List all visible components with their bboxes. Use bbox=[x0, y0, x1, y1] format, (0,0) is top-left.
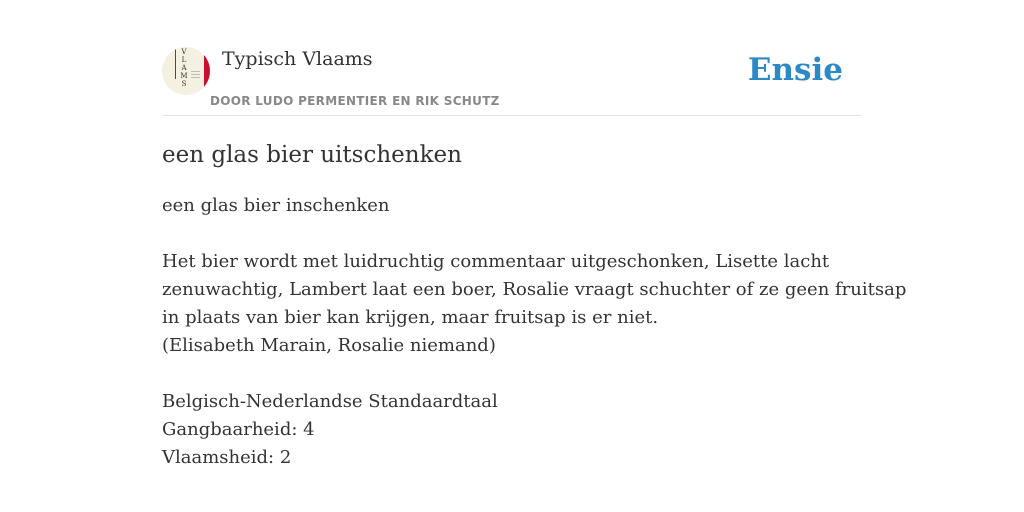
vlaamsheid: Vlaamsheid: 2 bbox=[162, 447, 292, 468]
authors-byline: DOOR LUDO PERMENTIER EN RIK SCHUTZ bbox=[210, 94, 500, 108]
logo-letters bbox=[179, 48, 189, 88]
gangbaarheid: Gangbaarheid: 4 bbox=[162, 419, 315, 440]
example-quote bbox=[162, 248, 907, 360]
entry-title: een glas bier uitschenken bbox=[162, 142, 462, 168]
site-title[interactable]: Typisch Vlaams bbox=[222, 48, 373, 70]
logo-letter: V bbox=[181, 48, 187, 56]
quote-line: Het bier wordt met luidruchtig commentaar uitgeschonken, Lisette lacht bbox=[162, 251, 830, 272]
language-variety: Belgisch-Nederlandse Standaardtaal bbox=[162, 391, 498, 412]
logo-red-bar bbox=[204, 47, 210, 95]
logo-letter: A bbox=[181, 64, 187, 72]
logo-letter: M bbox=[180, 72, 188, 80]
entry-card bbox=[162, 0, 907, 512]
ensie-logo[interactable]: Ensie bbox=[747, 52, 843, 88]
logo-letter: L bbox=[181, 56, 187, 64]
logo-text-lines bbox=[191, 71, 200, 79]
quote-line: in plaats van bier kan krijgen, maar fruitsap is er niet. bbox=[162, 307, 659, 328]
logo-letter: S bbox=[181, 80, 187, 88]
entry-meta bbox=[162, 388, 498, 472]
header bbox=[162, 0, 862, 116]
logo-red-line bbox=[175, 49, 176, 79]
book-cover-avatar[interactable] bbox=[162, 47, 210, 95]
quote-line: zenuwachtig, Lambert laat een boer, Rosalie vraagt schuchter of ze geen fruitsap bbox=[162, 279, 907, 300]
quote-source: (Elisabeth Marain, Rosalie niemand) bbox=[162, 335, 496, 356]
entry-definition: een glas bier inschenken bbox=[162, 195, 390, 216]
